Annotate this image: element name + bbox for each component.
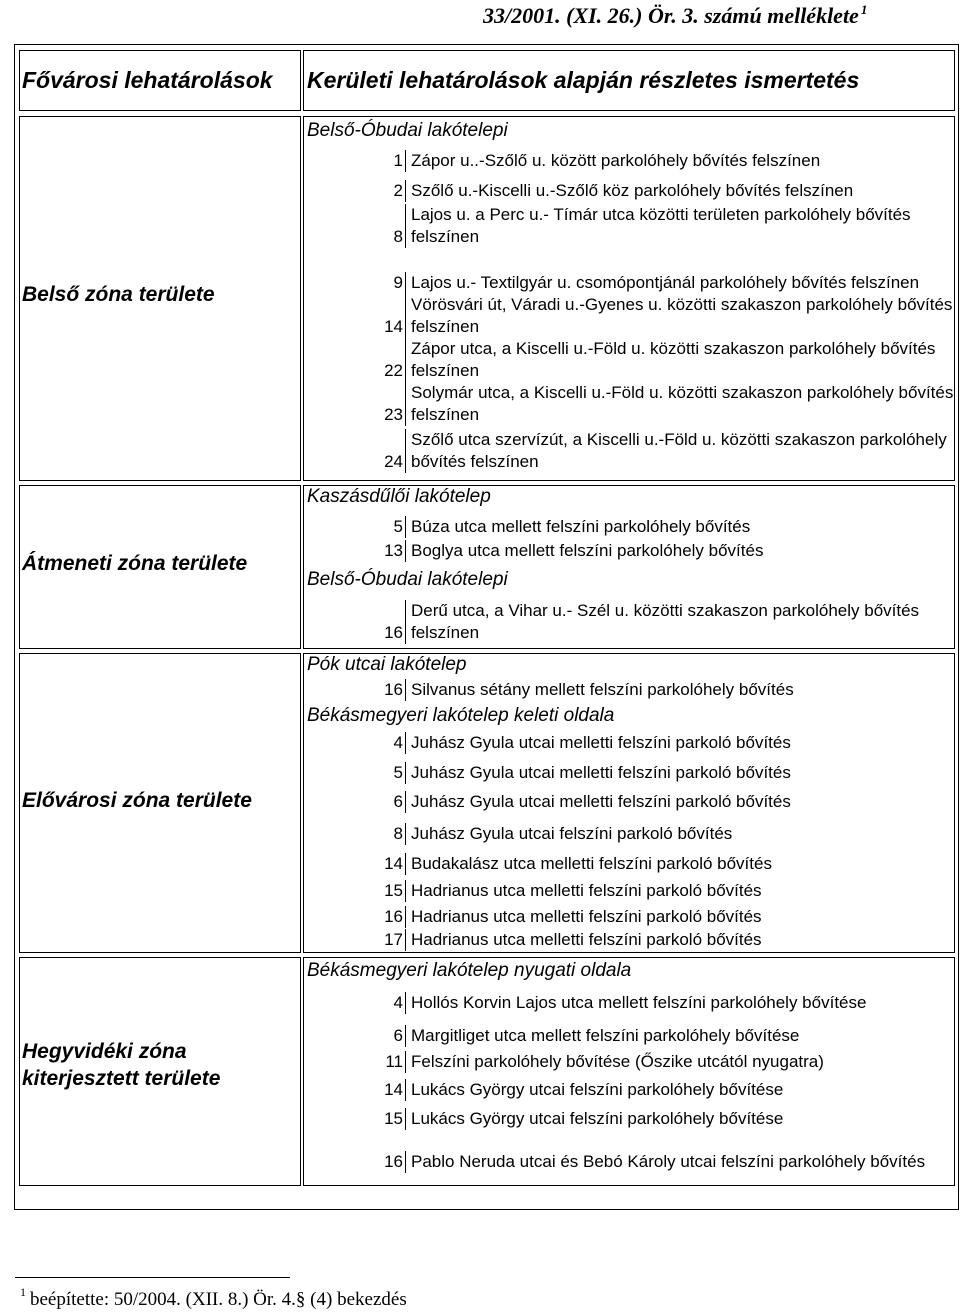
list-item bbox=[340, 429, 954, 473]
item-description bbox=[405, 732, 954, 754]
item-description-line: felszínen bbox=[411, 227, 480, 246]
list-item bbox=[340, 762, 954, 784]
item-number: 13 bbox=[384, 541, 403, 560]
item-description bbox=[405, 382, 954, 426]
list-item bbox=[340, 679, 954, 701]
item-description bbox=[405, 823, 954, 845]
item-description-line: Margitliget utca mellett felszíni parkolóhely bővítése bbox=[411, 1026, 800, 1045]
item-description bbox=[405, 906, 954, 928]
item-number: 5 bbox=[393, 763, 403, 782]
group-heading: Kaszásdűlői lakótelep bbox=[307, 486, 491, 507]
item-description-line: Szőlő utca szervízút, a Kiscelli u.-Föld u. közötti szakaszon parkolóhely bbox=[411, 430, 947, 449]
list-item bbox=[340, 992, 954, 1014]
item-number: 6 bbox=[393, 1026, 403, 1045]
footnote-text: beépítette: 50/2004. (XII. 8.) Ör. 4.§ (4) bekezdés bbox=[30, 1289, 407, 1310]
item-description-line: Juhász Gyula utcai melletti felszíni parkoló bővítés bbox=[411, 733, 791, 752]
item-description bbox=[405, 679, 954, 701]
list-item bbox=[340, 791, 954, 813]
item-number: 2 bbox=[393, 181, 403, 200]
document-title bbox=[483, 3, 867, 32]
item-description-line: Boglya utca mellett felszíni parkolóhely bővítés bbox=[411, 541, 764, 560]
item-description bbox=[405, 429, 954, 473]
item-description-line: felszínen bbox=[411, 317, 480, 336]
list-item bbox=[340, 1151, 954, 1173]
list-item bbox=[340, 1108, 954, 1130]
zone-label: Hegyvidéki zóna kiterjesztett területe bbox=[22, 1040, 221, 1090]
item-description bbox=[405, 1108, 954, 1130]
item-description-line: Felszíni parkolóhely bővítése (Őszike utcától nyugatra) bbox=[411, 1052, 824, 1071]
item-description-line: felszínen bbox=[411, 405, 480, 424]
list-item bbox=[340, 732, 954, 754]
item-description-line: Vörösvári út, Váradi u.-Gyenes u. közötti szakaszon parkolóhely bővítés bbox=[411, 295, 953, 314]
group-heading: Békásmegyeri lakótelep keleti oldala bbox=[307, 705, 615, 726]
item-number: 4 bbox=[393, 733, 403, 752]
document-title-text: 33/2001. (XI. 26.) Ör. 3. számú melléklete bbox=[483, 3, 859, 28]
item-description-line: Hadrianus utca melletti felszíni parkoló bővítés bbox=[411, 930, 762, 949]
item-description-line: Hadrianus utca melletti felszíni parkoló bővítés bbox=[411, 881, 762, 900]
item-description-line: Hadrianus utca melletti felszíni parkoló bővítés bbox=[411, 907, 762, 926]
list-item bbox=[340, 823, 954, 845]
item-description bbox=[405, 1151, 954, 1173]
item-description-line: Szőlő u.-Kiscelli u.-Szőlő köz parkolóhely bővítés felszínen bbox=[411, 181, 854, 200]
item-number: 22 bbox=[384, 361, 403, 380]
item-description bbox=[405, 992, 954, 1014]
list-item bbox=[340, 1079, 954, 1101]
item-number: 8 bbox=[393, 227, 403, 246]
list-item bbox=[340, 600, 954, 644]
zone-label: Belső zóna területe bbox=[22, 283, 215, 306]
item-description bbox=[405, 762, 954, 784]
item-description-line: Juhász Gyula utcai melletti felszíni parkoló bővítés bbox=[411, 792, 791, 811]
item-number: 14 bbox=[384, 854, 403, 873]
item-description bbox=[405, 294, 954, 338]
item-number: 11 bbox=[385, 1052, 403, 1071]
group-heading: Belső-Óbudai lakótelepi bbox=[307, 120, 508, 141]
item-description-line: Budakalász utca melletti felszíni parkoló bővítés bbox=[411, 854, 772, 873]
item-description-line: Lajos u. a Perc u.- Tímár utca közötti területen parkolóhely bővítés bbox=[411, 205, 911, 224]
item-number: 16 bbox=[384, 680, 403, 699]
item-number: 6 bbox=[393, 792, 403, 811]
item-description bbox=[405, 1051, 954, 1073]
list-item bbox=[340, 338, 954, 382]
item-number: 5 bbox=[393, 517, 403, 536]
item-description-line: Juhász Gyula utcai melletti felszíni parkoló bővítés bbox=[411, 763, 791, 782]
item-number: 4 bbox=[393, 993, 403, 1012]
item-number: 24 bbox=[384, 452, 403, 471]
list-item bbox=[340, 180, 954, 202]
footnote-reference: 1 bbox=[860, 2, 868, 17]
item-description-line: Lukács György utcai felszíni parkolóhely bővítése bbox=[411, 1080, 784, 1099]
item-number: 17 bbox=[384, 930, 403, 949]
item-description-line: Pablo Neruda utcai és Bebó Károly utcai felszíni parkolóhely bővítés bbox=[411, 1152, 926, 1171]
list-item bbox=[340, 516, 954, 538]
item-number: 23 bbox=[384, 405, 403, 424]
item-description-line: Silvanus sétány mellett felszíni parkolóhely bővítés bbox=[411, 680, 794, 699]
footnote-separator bbox=[15, 1277, 290, 1278]
list-item bbox=[340, 150, 954, 172]
item-number: 16 bbox=[384, 907, 403, 926]
group-heading: Belső-Óbudai lakótelepi bbox=[307, 569, 508, 590]
item-description bbox=[405, 853, 954, 875]
group-heading: Békásmegyeri lakótelep nyugati oldala bbox=[307, 960, 632, 981]
item-description bbox=[405, 204, 954, 248]
list-item bbox=[340, 272, 954, 294]
item-description-line: Lukács György utcai felszíni parkolóhely bővítése bbox=[411, 1109, 784, 1128]
item-description-line: bővítés felszínen bbox=[411, 452, 539, 471]
item-description-line: Solymár utca, a Kiscelli u.-Föld u. közötti szakaszon parkolóhely bővítés bbox=[411, 383, 954, 402]
list-item bbox=[340, 540, 954, 562]
zone-label: Átmeneti zóna területe bbox=[22, 552, 248, 575]
list-item bbox=[340, 906, 954, 928]
list-item bbox=[340, 853, 954, 875]
item-description bbox=[405, 1079, 954, 1101]
item-number: 1 bbox=[393, 151, 403, 170]
item-description-line: Hollós Korvin Lajos utca mellett felszíni parkolóhely bővítése bbox=[411, 993, 867, 1012]
item-description bbox=[405, 272, 954, 294]
list-item bbox=[340, 929, 954, 951]
list-item bbox=[340, 1051, 954, 1073]
item-description-line: felszínen bbox=[411, 623, 480, 642]
column-header-right: Kerületi lehatárolások alapján részletes ismertetés bbox=[307, 67, 860, 93]
item-description bbox=[405, 516, 954, 538]
column-header-left: Fővárosi lehatárolások bbox=[22, 67, 273, 93]
item-description bbox=[405, 150, 954, 172]
item-description bbox=[405, 791, 954, 813]
list-item bbox=[340, 204, 954, 248]
item-description-line: Juhász Gyula utcai felszíni parkoló bővítés bbox=[411, 824, 733, 843]
group-heading: Pók utcai lakótelep bbox=[307, 654, 467, 675]
item-number: 9 bbox=[393, 273, 403, 292]
item-number: 16 bbox=[384, 1152, 403, 1171]
item-description bbox=[405, 338, 954, 382]
item-number: 16 bbox=[384, 623, 403, 642]
item-description bbox=[405, 600, 954, 644]
item-description-line: Zápor utca, a Kiscelli u.-Föld u. közötti szakaszon parkolóhely bővítés bbox=[411, 339, 936, 358]
footnote-mark: 1 bbox=[20, 1285, 26, 1299]
item-description bbox=[405, 880, 954, 902]
item-description-line: Lajos u.- Textilgyár u. csomópontjánál parkolóhely bővítés felszínen bbox=[411, 273, 920, 292]
item-description bbox=[405, 1025, 954, 1047]
item-description bbox=[405, 180, 954, 202]
item-description bbox=[405, 929, 954, 951]
item-description-line: Derű utca, a Vihar u.- Szél u. közötti szakaszon parkolóhely bővítés bbox=[411, 601, 920, 620]
item-number: 14 bbox=[384, 1080, 403, 1099]
list-item bbox=[340, 382, 954, 426]
item-description-line: felszínen bbox=[411, 361, 480, 380]
list-item bbox=[340, 880, 954, 902]
item-number: 14 bbox=[384, 317, 403, 336]
zone-label: Elővárosi zóna területe bbox=[22, 789, 252, 812]
item-number: 8 bbox=[393, 824, 403, 843]
list-item bbox=[340, 1025, 954, 1047]
item-description-line: Zápor u..-Szőlő u. között parkolóhely bővítés felszínen bbox=[411, 151, 821, 170]
item-number: 15 bbox=[384, 881, 403, 900]
item-description bbox=[405, 540, 954, 562]
item-number: 15 bbox=[384, 1109, 403, 1128]
item-description-line: Búza utca mellett felszíni parkolóhely bővítés bbox=[411, 517, 751, 536]
list-item bbox=[340, 294, 954, 338]
